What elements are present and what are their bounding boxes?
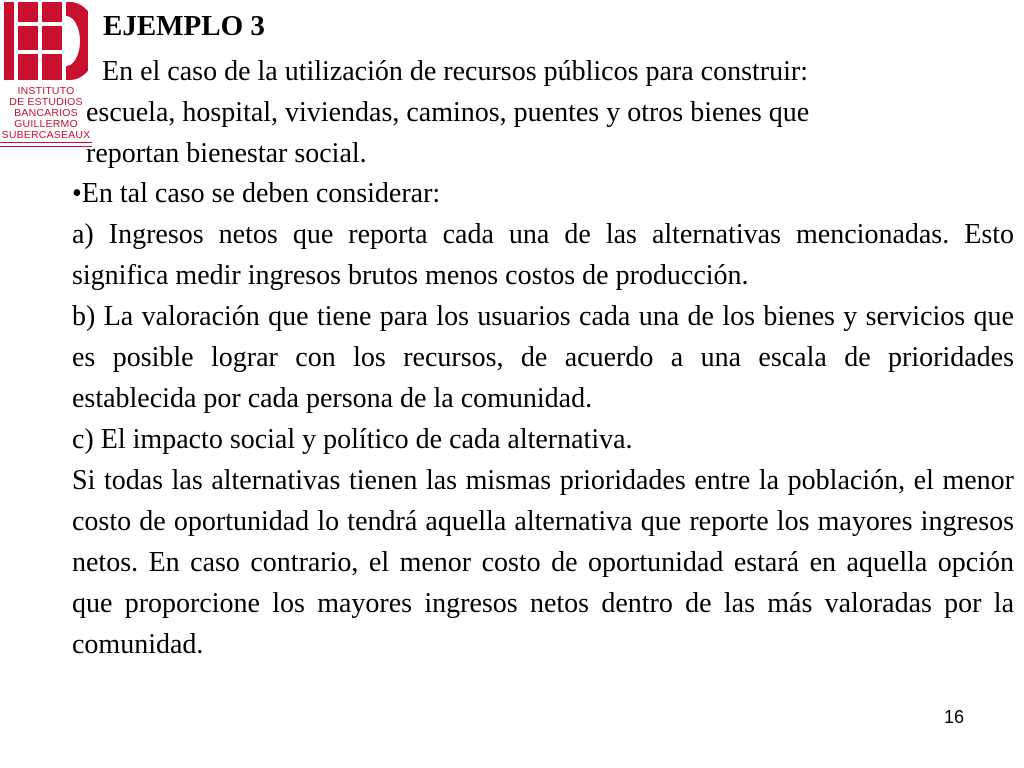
logo-line: INSTITUTO [17, 85, 75, 97]
logo-mark-icon [4, 0, 88, 84]
intro-line: escuela, hospital, viviendas, caminos, puentes y otros bienes que [86, 97, 810, 128]
intro-paragraph [86, 51, 976, 174]
page-number: 16 [944, 707, 965, 727]
intro-line: reportan bienestar social. [86, 138, 367, 169]
item-c: c) El impacto social y político de cada alternativa. [72, 424, 633, 455]
item-a: a) Ingresos netos que reporta cada una de las alternativas mencionadas. Esto significa medir ingresos brutos menos costos de producción. [72, 219, 1014, 291]
logo-line: DE ESTUDIOS [9, 96, 83, 108]
conclusion-paragraph: Si todas las alternativas tienen las mismas prioridades entre la población, el menor costo de oportunidad lo tendrá aquella alternativa que reporte los mayores ingresos netos. En caso contrario, el menor costo de oportunidad estará en aquella opción que proporcione los mayores ingresos netos dentro de las más valoradas por la comunidad. [72, 465, 1014, 660]
institute-logo [0, 0, 92, 150]
logo-text [0, 86, 92, 141]
item-b: b) La valoración que tiene para los usuarios cada una de los bienes y servicios que es posible lograr con los recursos, de acuerdo a una escala de prioridades establecida por cada persona de la comunidad. [72, 301, 1014, 414]
slide-title: EJEMPLO 3 [103, 10, 265, 42]
logo-line: BANCARIOS [14, 107, 78, 119]
logo-divider [0, 142, 92, 143]
logo-line: SUBERCASEAUX [1, 129, 91, 141]
logo-divider [0, 146, 92, 147]
bullet-line: •En tal caso se deben considerar: [72, 178, 441, 209]
slide-body [72, 173, 1014, 665]
intro-line: En el caso de la utilización de recursos públicos para construir: [102, 56, 808, 87]
logo-line: GUILLERMO [14, 118, 78, 130]
